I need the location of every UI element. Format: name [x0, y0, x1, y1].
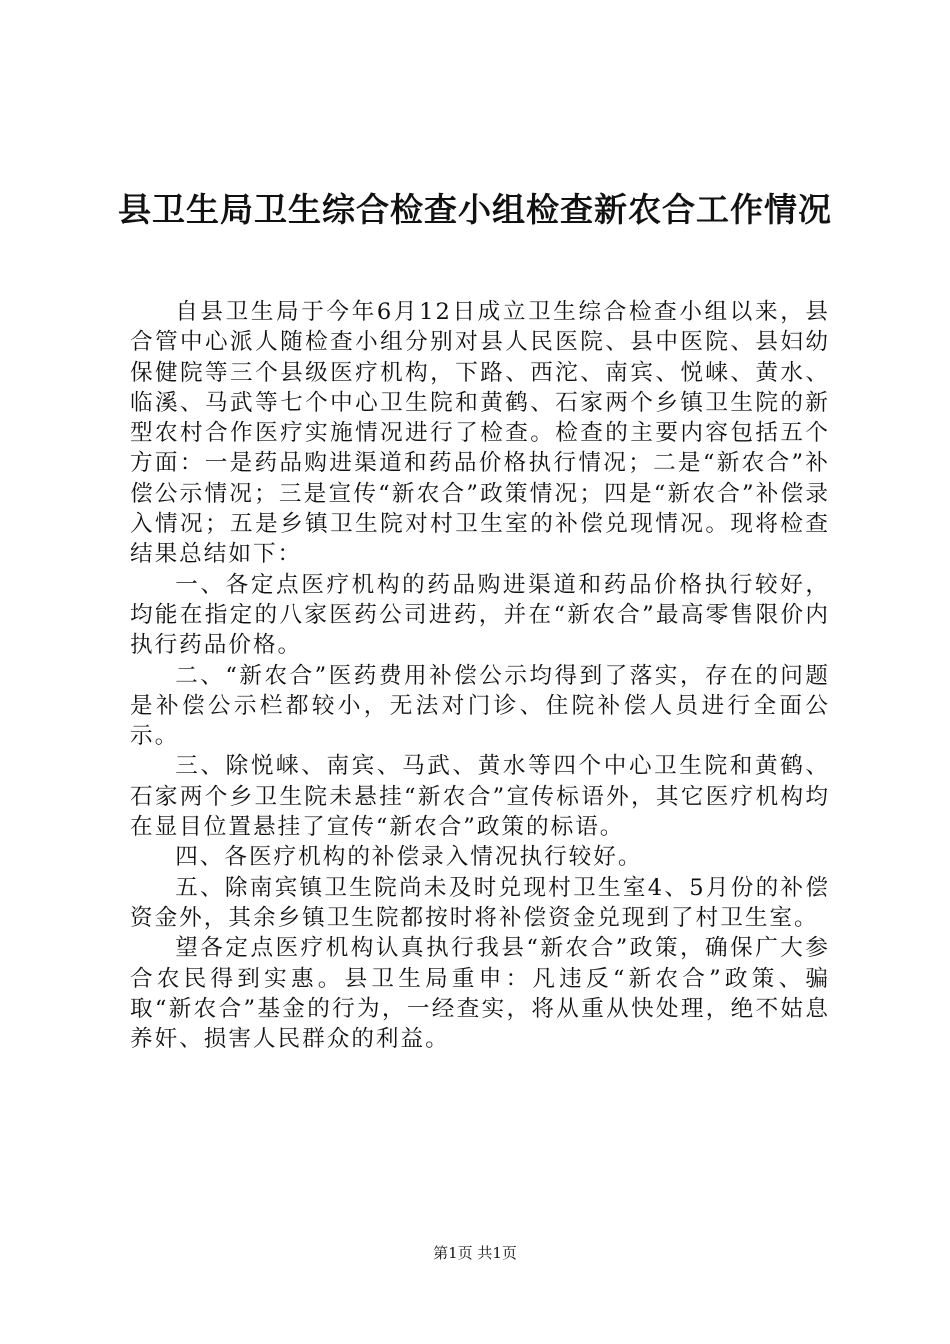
- paragraph-item-1: 一、各定点医疗机构的药品购进渠道和药品价格执行较好，均能在指定的八家医药公司进药，并在“新农合”最高零售限价内执行药品价格。: [130, 571, 830, 659]
- page-number-footer: 第1页 共1页: [433, 1244, 517, 1262]
- paragraph-item-4: 四、各医疗机构的补偿录入情况执行较好。: [175, 844, 643, 871]
- document-body: [130, 297, 830, 1054]
- paragraph-item-3: 三、除悦崃、南宾、马武、黄水等四个中心卫生院和黄鹤、石家两个乡卫生院未悬挂“新农合”宣传标语外，其它医疗机构均在显目位置悬挂了宣传“新农合”政策的标语。: [130, 753, 830, 841]
- paragraph-conclusion: 望各定点医疗机构认真执行我县“新农合”政策，确保广大参合农民得到实惠。县卫生局重申：凡违反“新农合”政策、骗取“新农合”基金的行为，一经查实，将从重从快处理，绝不姑息养奸、损害人民群众的利益。: [130, 935, 830, 1053]
- document-title: 县卫生局卫生综合检查小组检查新农合工作情况: [118, 190, 832, 229]
- paragraph-item-5: 五、除南宾镇卫生院尚未及时兑现村卫生室4、5月份的补偿资金外，其余乡镇卫生院都按时将补偿资金兑现到了村卫生室。: [130, 874, 830, 931]
- paragraph-intro: 自县卫生局于今年6月12日成立卫生综合检查小组以来，县合管中心派人随检查小组分别对县人民医院、县中医院、县妇幼保健院等三个县级医疗机构，下路、西沱、南宾、悦崃、黄水、临溪、马武等七个中心卫生院和黄鹤、石家两个乡镇卫生院的新型农村合作医疗实施情况进行了检查。检查的主要内容包括五个方面：一是药品购进渠道和药品价格执行情况；二是“新农合”补偿公示情况；三是宣传“新农合”政策情况；四是“新农合”补偿录入情况；五是乡镇卫生院对村卫生室的补偿兑现情况。现将检查结果总结如下：: [130, 299, 830, 568]
- paragraph-item-2: 二、“新农合”医药费用补偿公示均得到了落实，存在的问题是补偿公示栏都较小，无法对门诊、住院补偿人员进行全面公示。: [130, 662, 830, 750]
